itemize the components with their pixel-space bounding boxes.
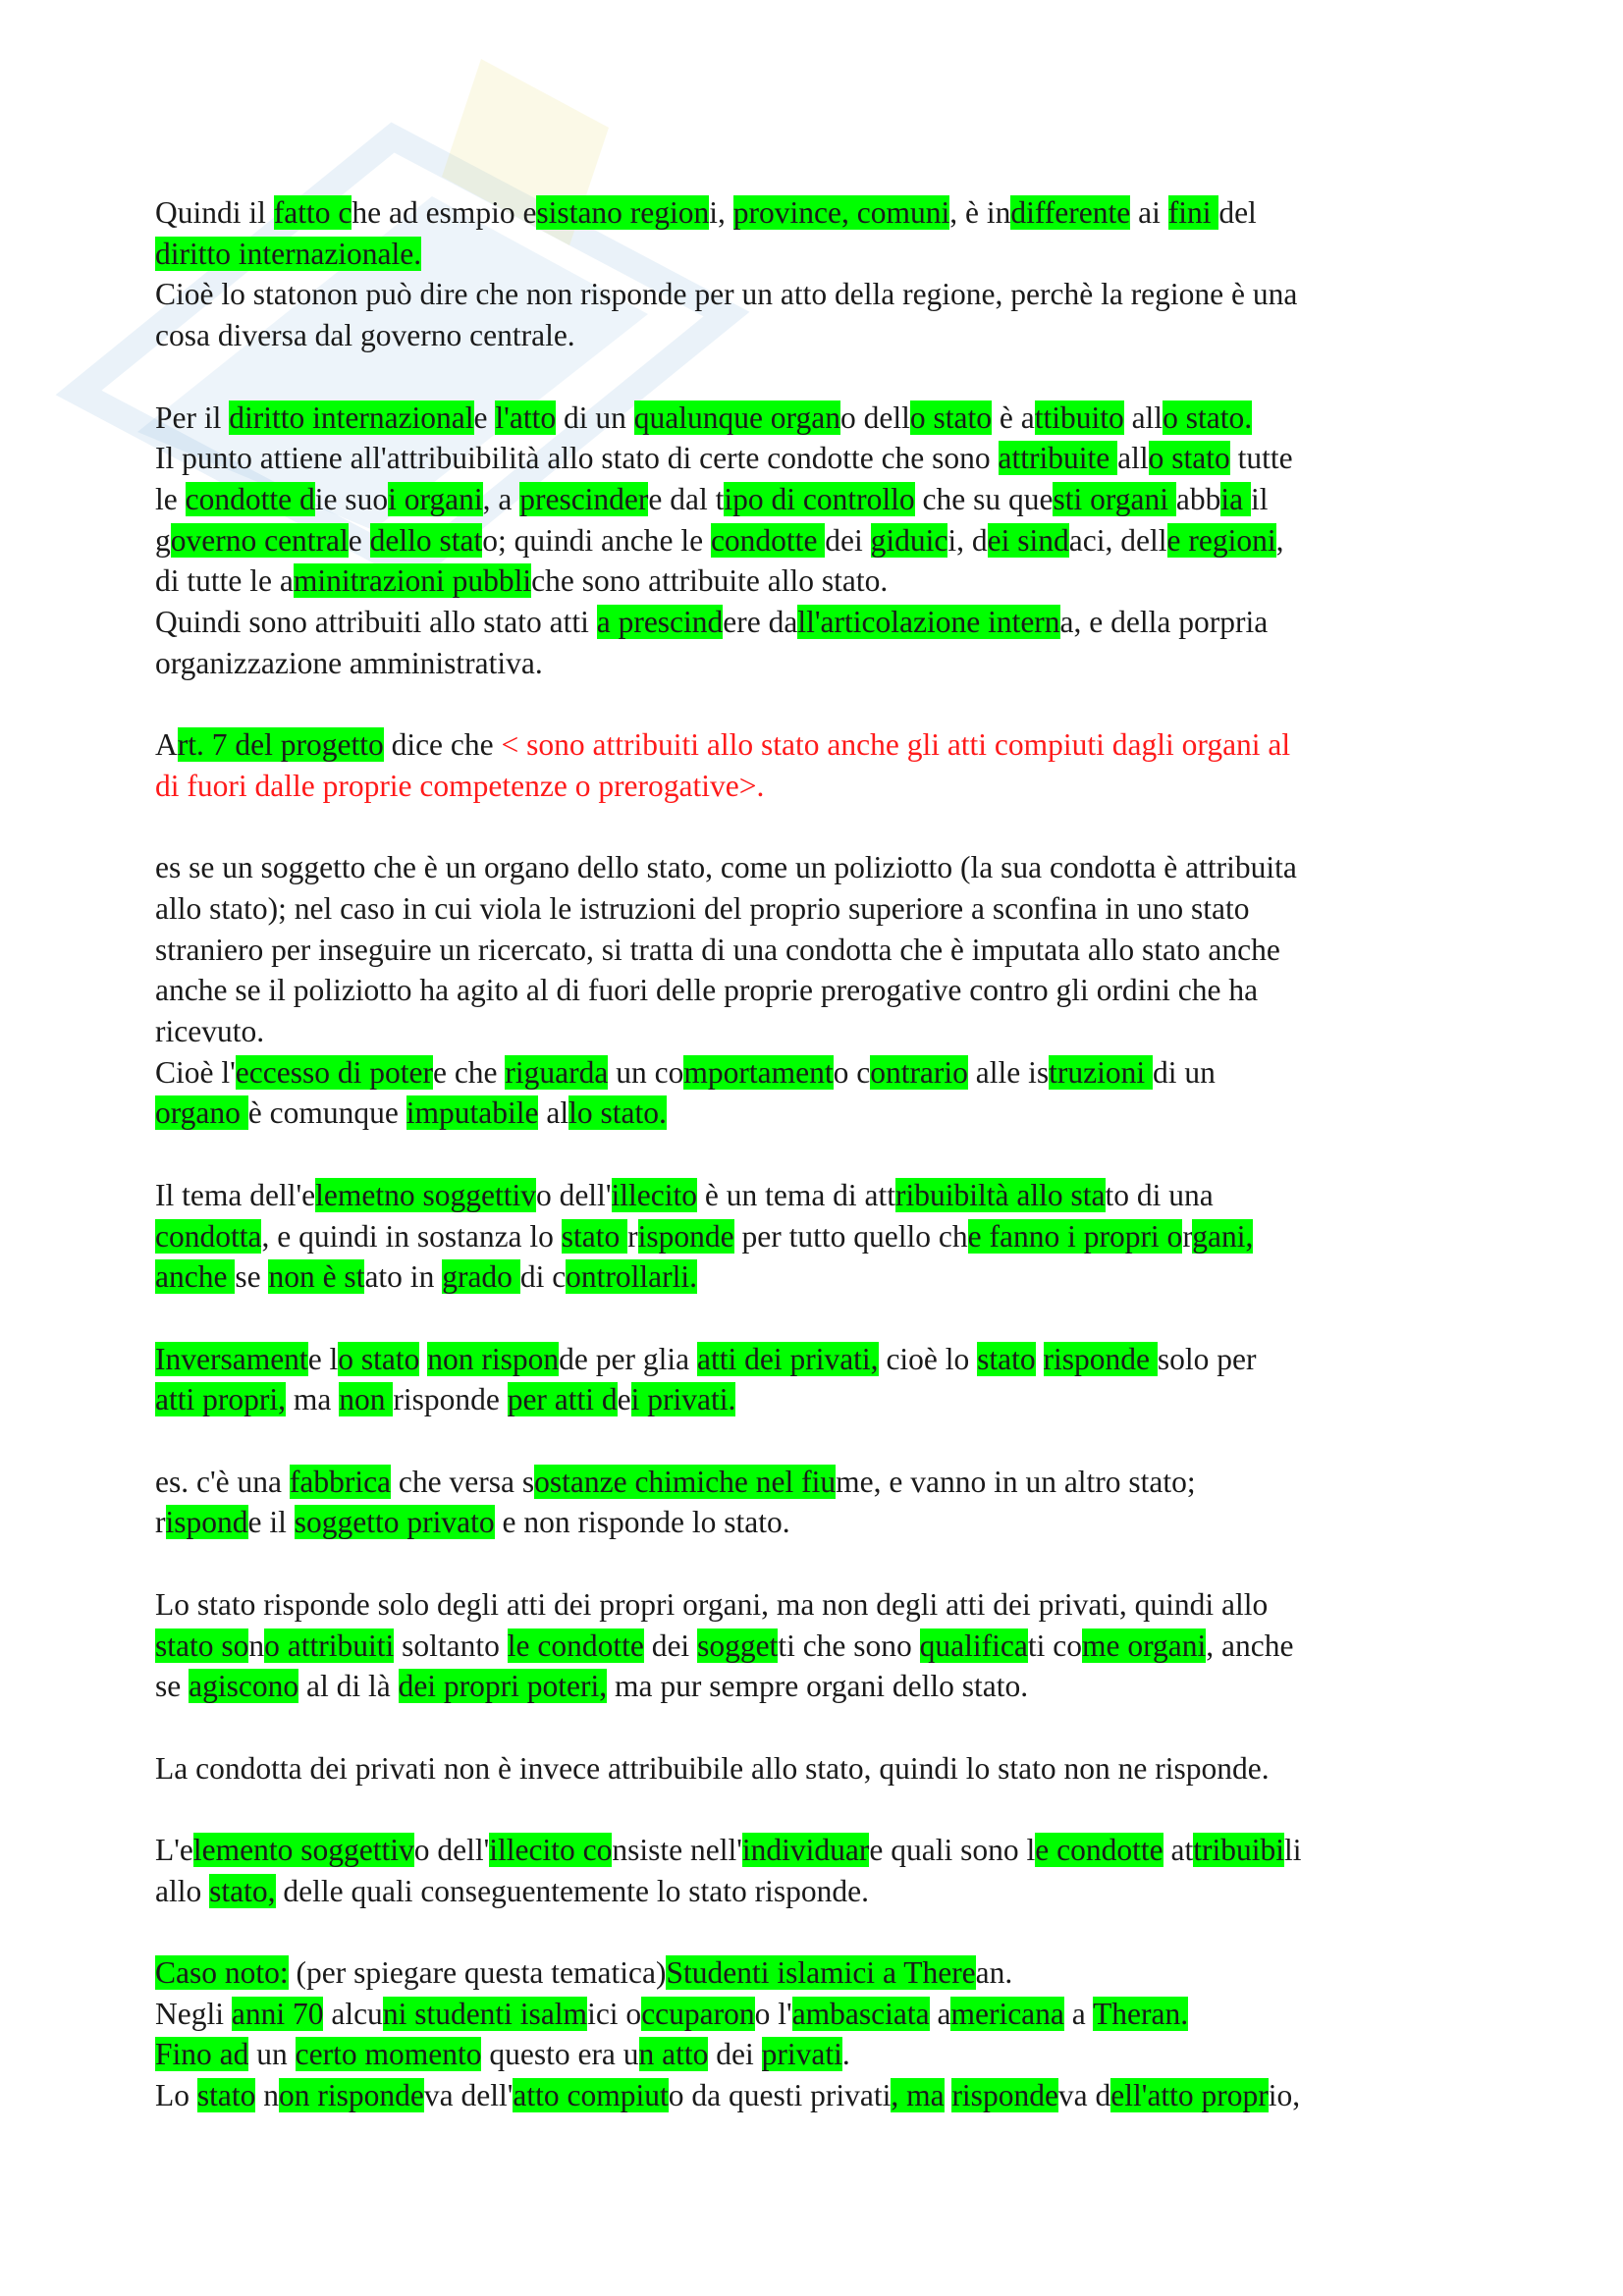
highlighted-text: individuar: [741, 1832, 870, 1867]
text-line: [155, 643, 1490, 684]
red-quote-text: di fuori dalle proprie competenze o prerogative>.: [155, 768, 765, 803]
text-line: [155, 847, 1490, 888]
text-segment: o dell': [535, 1177, 612, 1212]
highlighted-text: mportament: [683, 1054, 834, 1090]
text-segment: n: [255, 2078, 279, 2113]
highlighted-text: diritto internazionale.: [155, 236, 422, 271]
paragraph: [155, 1952, 1490, 2116]
paragraph: [155, 724, 1490, 806]
text-segment: cosa diversa dal governo centrale.: [155, 318, 575, 353]
highlighted-text: privati: [761, 2037, 842, 2072]
highlighted-text: qualunque organ: [633, 400, 840, 435]
text-line: [155, 1502, 1490, 1543]
highlighted-text: Fino ad: [155, 2037, 249, 2072]
text-segment: o l': [754, 1996, 792, 2031]
text-segment: Cioè lo statonon può dire che non risponde per un atto della regione, perchè la regione è una: [155, 277, 1298, 312]
highlighted-text: o stato.: [1163, 400, 1253, 435]
highlighted-text: e regioni: [1166, 522, 1276, 558]
document-body: [155, 192, 1490, 2158]
text-segment: i,: [709, 195, 733, 230]
text-line: [155, 1462, 1490, 1503]
text-segment: A: [155, 727, 178, 763]
highlighted-text: lemetno soggettiv: [315, 1177, 536, 1212]
text-segment: Per il: [155, 400, 230, 435]
highlighted-text: eccesso di poter: [235, 1054, 433, 1090]
highlighted-text: gani,: [1192, 1218, 1254, 1254]
highlighted-text: n atto: [638, 2037, 709, 2072]
highlighted-text: ispond: [165, 1505, 248, 1540]
highlighted-text: province, comuni: [732, 195, 950, 230]
text-segment: r: [1182, 1218, 1193, 1254]
text-segment: dei: [825, 522, 871, 558]
text-segment: straniero per inseguire un ricercato, si tratta di una condotta che è imputata allo stato anche: [155, 932, 1280, 967]
highlighted-text: qualifica: [919, 1628, 1028, 1663]
text-segment: sponde: [411, 1382, 508, 1417]
highlighted-text: e condotte: [1035, 1832, 1163, 1867]
paragraph: [155, 1339, 1490, 1420]
text-segment: questo era u: [481, 2037, 639, 2072]
text-segment: di un: [1153, 1054, 1216, 1090]
text-segment: i, d: [947, 522, 988, 558]
highlighted-text: illecito: [611, 1177, 697, 1212]
highlighted-text: dei propri poteri,: [398, 1669, 608, 1704]
text-segment: e che: [432, 1054, 506, 1090]
text-segment: o c: [833, 1054, 871, 1090]
text-line: [155, 1011, 1490, 1052]
text-segment: ti co: [1027, 1628, 1082, 1663]
text-segment: Il punto attiene all'attribuibilità allo stato di certe condotte che sono: [155, 441, 999, 476]
text-segment: , anche: [1206, 1628, 1294, 1663]
text-segment: Quindi sono attribuiti allo stato atti: [155, 605, 597, 640]
text-line: [155, 1952, 1490, 1994]
text-segment: ricevuto.: [155, 1014, 265, 1049]
text-segment: an.: [975, 1955, 1013, 1991]
highlighted-text: Studenti islamici a There: [666, 1955, 976, 1991]
text-line: [155, 930, 1490, 971]
highlighted-text: differente: [1010, 195, 1131, 230]
text-segment: at: [1163, 1832, 1194, 1867]
highlighted-text: Caso noto:: [155, 1955, 289, 1991]
text-segment: e quali sono l: [869, 1832, 1036, 1867]
text-segment: a: [929, 1996, 951, 2031]
paragraph: [155, 1748, 1490, 1789]
text-segment: [1036, 1342, 1044, 1376]
text-segment: , è in: [949, 195, 1011, 230]
text-segment: e: [348, 522, 370, 558]
highlighted-text: minitrazioni pubbli: [293, 563, 532, 599]
text-segment: Quindi il: [155, 195, 274, 230]
text-segment: ato in: [364, 1259, 443, 1295]
text-segment: o dell: [839, 400, 910, 435]
highlighted-text: fabbrica: [289, 1464, 392, 1499]
text-segment: delle quali conseguentemente lo stato risponde.: [275, 1873, 869, 1908]
highlighted-text: ell'atto propr: [1110, 2078, 1269, 2113]
highlighted-text: e fanno i propri o: [967, 1218, 1183, 1254]
text-segment: ,: [1275, 522, 1284, 558]
text-segment: io,: [1268, 2078, 1301, 2113]
highlighted-text: i privati.: [630, 1382, 736, 1417]
text-segment: va d: [1057, 2078, 1111, 2113]
highlighted-text: ll'articolazione intern: [797, 605, 1060, 640]
highlighted-text: sistano region: [536, 195, 710, 230]
highlighted-text: ipo di controllo: [724, 481, 915, 516]
text-line: [155, 1339, 1490, 1380]
text-segment: ere da: [723, 605, 798, 640]
paragraph: [155, 1175, 1490, 1298]
highlighted-text: stato: [561, 1218, 628, 1254]
text-segment: nsiste nell': [612, 1832, 742, 1867]
highlighted-text: grado: [442, 1259, 520, 1295]
text-segment: dei: [708, 2037, 762, 2072]
text-segment: , a: [482, 481, 520, 516]
text-line: [155, 1626, 1490, 1667]
text-segment: e: [617, 1382, 631, 1417]
highlighted-text: giduic: [870, 522, 948, 558]
highlighted-text: lo stato.: [568, 1095, 667, 1131]
text-segment: è un tema di att: [696, 1177, 896, 1212]
highlighted-text: ni studenti isalm: [382, 1996, 588, 2031]
text-line: [155, 2075, 1490, 2116]
text-line: [155, 766, 1490, 807]
text-line: [155, 192, 1490, 234]
highlighted-text: stato,: [209, 1873, 276, 1908]
text-segment: il: [1250, 481, 1269, 516]
text-segment: di c: [519, 1259, 567, 1295]
text-segment: abb: [1175, 481, 1221, 516]
text-segment: Lo stato risponde solo degli atti dei propri organi, ma non degli atti dei privati, quindi allo: [155, 1586, 1269, 1622]
highlighted-text: o stato: [909, 400, 992, 435]
text-segment: al: [538, 1095, 569, 1131]
highlighted-text: ontrario: [870, 1054, 968, 1090]
text-line: [155, 2034, 1490, 2075]
text-segment: La condotta dei privati non è invece attribuibile allo stato, quindi lo stato non ne risponde.: [155, 1750, 1270, 1786]
paragraph: [155, 847, 1490, 1134]
text-segment: all: [1117, 441, 1149, 476]
text-line: [155, 234, 1490, 275]
text-segment: aci, dell: [1068, 522, 1167, 558]
highlighted-text: ttibuito: [1034, 400, 1124, 435]
highlighted-text: anche: [155, 1259, 236, 1295]
highlighted-text: riguarda: [505, 1054, 609, 1090]
text-segment: un: [248, 2037, 296, 2072]
highlighted-text: atto compiut: [513, 2078, 669, 2113]
text-segment: he ad esmpio e: [352, 195, 537, 230]
text-segment: se: [235, 1259, 269, 1295]
highlighted-text: Theran.: [1093, 1996, 1189, 2031]
text-segment: o da questi privati: [668, 2078, 892, 2113]
highlighted-text: imputabile: [406, 1095, 539, 1131]
text-segment: , e quindi in sostanza lo: [261, 1218, 562, 1254]
text-segment: to di una: [1105, 1177, 1214, 1212]
text-segment: tutte: [1229, 441, 1293, 476]
text-segment: li: [1283, 1832, 1302, 1867]
text-segment: r: [627, 1218, 638, 1254]
highlighted-text: anni 70: [231, 1996, 324, 2031]
text-line: [155, 888, 1490, 930]
highlighted-text: risponde: [951, 2078, 1058, 2113]
text-segment: Il tema dell'e: [155, 1177, 316, 1212]
text-segment: o dell': [413, 1832, 490, 1867]
highlighted-text: condotta: [155, 1218, 262, 1254]
text-line: [155, 1666, 1490, 1707]
text-line: [155, 274, 1490, 315]
text-line: [155, 438, 1490, 479]
text-segment: dice che: [383, 727, 502, 763]
text-segment: organizzazione amministrativa.: [155, 645, 543, 680]
text-segment: per tutto quello ch: [733, 1218, 968, 1254]
highlighted-text: Inversament: [155, 1341, 308, 1376]
text-segment: ri: [393, 1382, 412, 1417]
text-segment: al di là: [298, 1669, 399, 1704]
text-segment: e: [473, 400, 496, 435]
text-line: [155, 520, 1490, 561]
highlighted-text: dello stat: [369, 522, 483, 558]
text-segment: che versa s: [391, 1464, 535, 1499]
highlighted-text: sogget: [697, 1628, 779, 1663]
highlighted-text: non è st: [268, 1259, 365, 1295]
text-line: [155, 561, 1490, 602]
highlighted-text: non: [339, 1382, 394, 1417]
highlighted-text: atti dei privati,: [696, 1341, 879, 1376]
highlighted-text: ia: [1220, 481, 1251, 516]
text-line: [155, 315, 1490, 356]
highlighted-text: le condotte: [507, 1628, 644, 1663]
text-segment: anche se il poliziotto ha agito al di fuori delle proprie prerogative contro gli ordini che ha: [155, 973, 1259, 1008]
text-segment: ti che sono: [778, 1628, 920, 1663]
highlighted-text: diritto internazional: [229, 400, 474, 435]
text-line: [155, 724, 1490, 766]
highlighted-text: non rispon: [427, 1341, 560, 1376]
text-segment: ai: [1130, 195, 1168, 230]
text-segment: alle is: [967, 1054, 1050, 1090]
highlighted-text: tribuibi: [1193, 1832, 1284, 1867]
paragraph: [155, 1830, 1490, 1911]
text-line: [155, 1093, 1490, 1134]
text-line: [155, 1748, 1490, 1789]
text-line: [155, 1584, 1490, 1626]
highlighted-text: ccuparon: [641, 1996, 755, 2031]
text-segment: de per glia: [559, 1341, 697, 1376]
highlighted-text: ontrollarli.: [566, 1259, 698, 1295]
highlighted-text: risponde: [1043, 1341, 1158, 1376]
highlighted-text: certo momento: [295, 2037, 482, 2072]
highlighted-text: , ma: [891, 2078, 945, 2113]
text-segment: .: [841, 2037, 850, 2072]
highlighted-text: rt. 7 del progetto: [177, 727, 384, 763]
text-segment: solo per: [1157, 1341, 1257, 1376]
highlighted-text: stato: [977, 1341, 1036, 1376]
highlighted-text: o stato: [1148, 441, 1230, 476]
text-segment: ma: [285, 1382, 340, 1417]
text-segment: all: [1123, 400, 1163, 435]
text-line: [155, 1216, 1490, 1257]
text-segment: r: [155, 1505, 166, 1540]
paragraph: [155, 1462, 1490, 1543]
text-segment: n: [248, 1628, 265, 1663]
text-segment: di tutte le a: [155, 563, 294, 599]
text-segment: (per spiegare questa tematica): [288, 1955, 667, 1991]
highlighted-text: sti organi: [1053, 481, 1176, 516]
highlighted-text: o stato: [338, 1341, 420, 1376]
text-segment: e l: [307, 1341, 339, 1376]
text-segment: e non risponde lo stato.: [494, 1505, 790, 1540]
highlighted-text: fini: [1167, 195, 1219, 230]
text-line: [155, 1830, 1490, 1871]
text-segment: es. c'è una: [155, 1464, 290, 1499]
text-segment: è comunque: [247, 1095, 406, 1131]
text-segment: che su que: [914, 481, 1054, 516]
highlighted-text: i organi: [388, 481, 483, 516]
highlighted-text: organo: [155, 1095, 248, 1131]
text-segment: e dal t: [648, 481, 725, 516]
highlighted-text: agiscono: [189, 1669, 299, 1704]
text-segment: del: [1218, 195, 1257, 230]
text-line: [155, 398, 1490, 439]
text-segment: ici o: [587, 1996, 642, 2031]
highlighted-text: isponde: [637, 1218, 734, 1254]
text-segment: a: [1063, 1996, 1094, 2031]
paragraph: [155, 192, 1490, 356]
text-segment: Cioè l': [155, 1054, 236, 1090]
highlighted-text: ribuibiltà allo sta: [895, 1177, 1106, 1212]
highlighted-text: per atti d: [507, 1382, 618, 1417]
highlighted-text: truzioni: [1049, 1054, 1153, 1090]
text-line: [155, 1175, 1490, 1216]
highlighted-text: o attribuiti: [264, 1628, 395, 1663]
text-segment: e il: [247, 1505, 295, 1540]
text-segment: g: [155, 522, 171, 558]
highlighted-text: me organi: [1082, 1628, 1207, 1663]
text-segment: le: [155, 481, 186, 516]
text-segment: a, e della porpria: [1059, 605, 1269, 640]
paragraph: [155, 1584, 1490, 1707]
paragraph: [155, 398, 1490, 684]
text-segment: Negli: [155, 1996, 232, 2031]
text-segment: è a: [991, 400, 1035, 435]
text-segment: L'e: [155, 1832, 193, 1867]
text-segment: soltanto: [394, 1628, 508, 1663]
text-segment: alcu: [323, 1996, 383, 2031]
text-line: [155, 1994, 1490, 2035]
text-segment: allo: [155, 1873, 210, 1908]
text-segment: allo stato); nel caso in cui viola le istruzioni del proprio superiore a sconfina in uno stato: [155, 890, 1250, 926]
text-segment: es se un soggetto che è un organo dello stato, come un poliziotto (la sua condotta è attribuita: [155, 850, 1297, 885]
highlighted-text: ambasciata: [791, 1996, 930, 2031]
text-segment: cioè lo: [878, 1341, 978, 1376]
highlighted-text: on risponde: [279, 2078, 424, 2113]
highlighted-text: stato: [196, 2078, 256, 2113]
highlighted-text: overno central: [170, 522, 349, 558]
text-line: [155, 1052, 1490, 1094]
text-segment: ie suo: [314, 481, 389, 516]
red-quote-text: < sono attribuiti allo stato anche gli atti compiuti dagli organi al: [501, 727, 1291, 763]
text-line: [155, 1871, 1490, 1912]
highlighted-text: illecito co: [489, 1832, 613, 1867]
text-line: [155, 602, 1490, 643]
text-segment: va dell': [423, 2078, 514, 2113]
highlighted-text: fatto c: [273, 195, 352, 230]
text-segment: un co: [608, 1054, 684, 1090]
highlighted-text: condotte: [710, 522, 826, 558]
highlighted-text: soggetto privato: [294, 1505, 495, 1540]
text-segment: dei: [643, 1628, 698, 1663]
highlighted-text: l'atto: [495, 400, 557, 435]
highlighted-text: mericana: [950, 1996, 1064, 2031]
highlighted-text: lemento soggettiv: [192, 1832, 414, 1867]
text-line: [155, 1256, 1490, 1298]
text-segment: se: [155, 1669, 189, 1704]
text-segment: me, e vanno in un altro stato;: [836, 1464, 1196, 1499]
text-line: [155, 479, 1490, 520]
text-line: [155, 970, 1490, 1011]
highlighted-text: ostanze chimiche nel fiu: [534, 1464, 837, 1499]
highlighted-text: stato so: [155, 1628, 249, 1663]
highlighted-text: ei sind: [987, 522, 1069, 558]
text-segment: che sono attribuite allo stato.: [531, 563, 889, 599]
text-segment: di un: [556, 400, 634, 435]
text-segment: ma pur sempre organi dello stato.: [607, 1669, 1029, 1704]
highlighted-text: a prescind: [596, 605, 724, 640]
text-segment: Lo: [155, 2078, 197, 2113]
highlighted-text: attribuite: [998, 441, 1118, 476]
highlighted-text: atti propri,: [155, 1382, 286, 1417]
highlighted-text: prescinder: [519, 481, 649, 516]
text-segment: o; quindi anche le: [482, 522, 711, 558]
highlighted-text: condotte d: [185, 481, 315, 516]
text-line: [155, 1379, 1490, 1420]
